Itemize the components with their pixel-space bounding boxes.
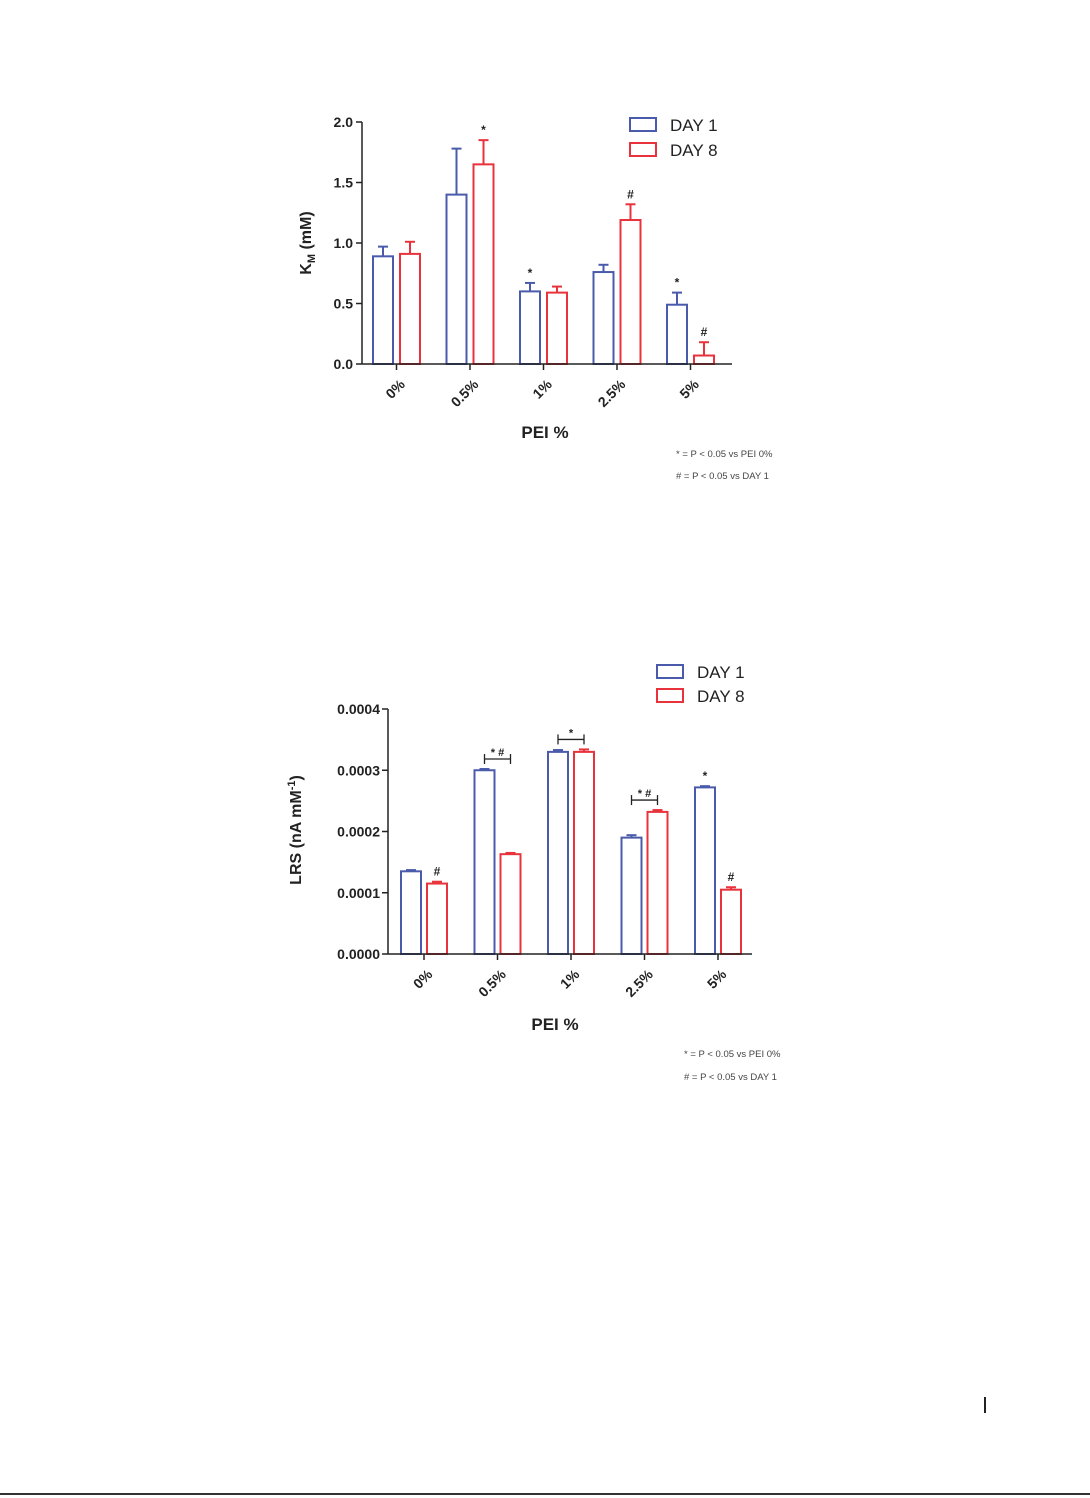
significance-marker: * xyxy=(702,769,708,784)
bar-day1 xyxy=(548,752,568,954)
bar-day8 xyxy=(427,884,447,954)
x-tick-label: 2.5% xyxy=(594,376,629,411)
bar-day8 xyxy=(501,854,521,954)
bar-day8 xyxy=(694,356,714,364)
bar-day8 xyxy=(400,254,420,364)
y-tick-label: 0.5 xyxy=(333,295,353,312)
chart-km-x-label: PEI % xyxy=(521,423,569,442)
bar-day1 xyxy=(520,291,540,364)
chart-lrs-y-label: LRS (nA $mM^{-1}$) xyxy=(286,775,305,885)
bar-day1 xyxy=(475,770,495,954)
y-tick-label: 0.0000 xyxy=(337,946,380,962)
legend-label-day8: DAY 8 xyxy=(697,687,745,706)
legend-swatch-day8 xyxy=(657,689,683,702)
x-tick-label: 5% xyxy=(676,376,702,402)
bar-day8 xyxy=(621,220,641,364)
y-tick-label: 0.0004 xyxy=(337,701,380,717)
bar-day1 xyxy=(667,305,687,364)
x-tick-label: 0.5% xyxy=(475,966,509,1001)
y-tick-label: 2.0 xyxy=(333,114,353,130)
chart-km-footnote-1: * = P < 0.05 vs PEI 0% xyxy=(676,449,773,460)
legend-swatch-day1 xyxy=(630,118,656,131)
bar-day8 xyxy=(574,752,594,954)
chart-lrs-x-ticks xyxy=(410,954,730,1000)
significance-bracket-label: * # xyxy=(637,788,652,801)
x-tick-label: 0.5% xyxy=(447,376,482,411)
chart-lrs-footnote-1: * = P < 0.05 vs PEI 0% xyxy=(684,1049,781,1060)
chart-lrs xyxy=(286,663,781,1083)
x-tick-label: 0% xyxy=(409,966,436,992)
chart-km-y-label: $K_M$ (mM) xyxy=(298,211,318,275)
x-tick-label: 5% xyxy=(703,966,730,992)
chart-lrs-y-ticks xyxy=(337,701,388,962)
significance-marker: * xyxy=(527,265,533,280)
bar-day1 xyxy=(373,256,393,364)
chart-lrs-footnote-2: # = P < 0.05 vs DAY 1 xyxy=(684,1072,777,1083)
chart-km-footnote-2: # = P < 0.05 vs DAY 1 xyxy=(676,471,769,482)
y-tick-label: 1.0 xyxy=(333,235,353,251)
y-tick-label: 0.0001 xyxy=(337,884,380,901)
x-tick-label: 1% xyxy=(529,376,555,402)
page-number-marker xyxy=(984,1397,986,1413)
bar-day8 xyxy=(547,293,567,364)
chart-km xyxy=(298,114,773,482)
significance-marker: # xyxy=(627,187,634,202)
significance-marker: # xyxy=(433,864,441,879)
bar-day8 xyxy=(721,890,741,954)
bar-day1 xyxy=(401,871,421,954)
bar-day1 xyxy=(594,272,614,364)
legend-label-day1: DAY 1 xyxy=(670,116,718,135)
legend-swatch-day1 xyxy=(657,665,683,678)
chart-lrs-legend xyxy=(657,663,745,706)
bar-day1 xyxy=(622,838,642,954)
page-bottom-rule xyxy=(0,1493,1090,1495)
chart-km-legend xyxy=(630,116,718,160)
y-tick-label: 0.0003 xyxy=(337,762,380,779)
x-tick-label: 1% xyxy=(556,966,583,992)
legend-label-day8: DAY 8 xyxy=(670,141,718,160)
y-tick-label: 0.0 xyxy=(333,356,353,372)
significance-marker: * xyxy=(674,275,680,290)
significance-bracket-label: * xyxy=(568,727,574,740)
bar-day8 xyxy=(648,812,668,954)
x-tick-label: 2.5% xyxy=(622,966,656,1001)
bar-day1 xyxy=(695,787,715,954)
y-tick-label: 1.5 xyxy=(333,174,353,191)
bar-day1 xyxy=(447,195,467,364)
y-tick-label: 0.0002 xyxy=(337,823,380,840)
chart-km-y-ticks xyxy=(334,114,362,372)
x-tick-label: 0% xyxy=(382,376,408,402)
chart-lrs-bars xyxy=(401,749,741,954)
chart-km-x-ticks xyxy=(382,364,702,410)
significance-marker: # xyxy=(727,870,735,885)
significance-bracket-label: * # xyxy=(490,747,505,760)
significance-marker: # xyxy=(700,325,708,340)
chart-km-bars xyxy=(373,140,714,364)
significance-marker: * xyxy=(481,123,486,138)
bar-day8 xyxy=(474,164,494,364)
legend-label-day1: DAY 1 xyxy=(697,663,745,682)
legend-swatch-day8 xyxy=(630,143,656,156)
chart-lrs-x-label: PEI % xyxy=(531,1015,579,1034)
